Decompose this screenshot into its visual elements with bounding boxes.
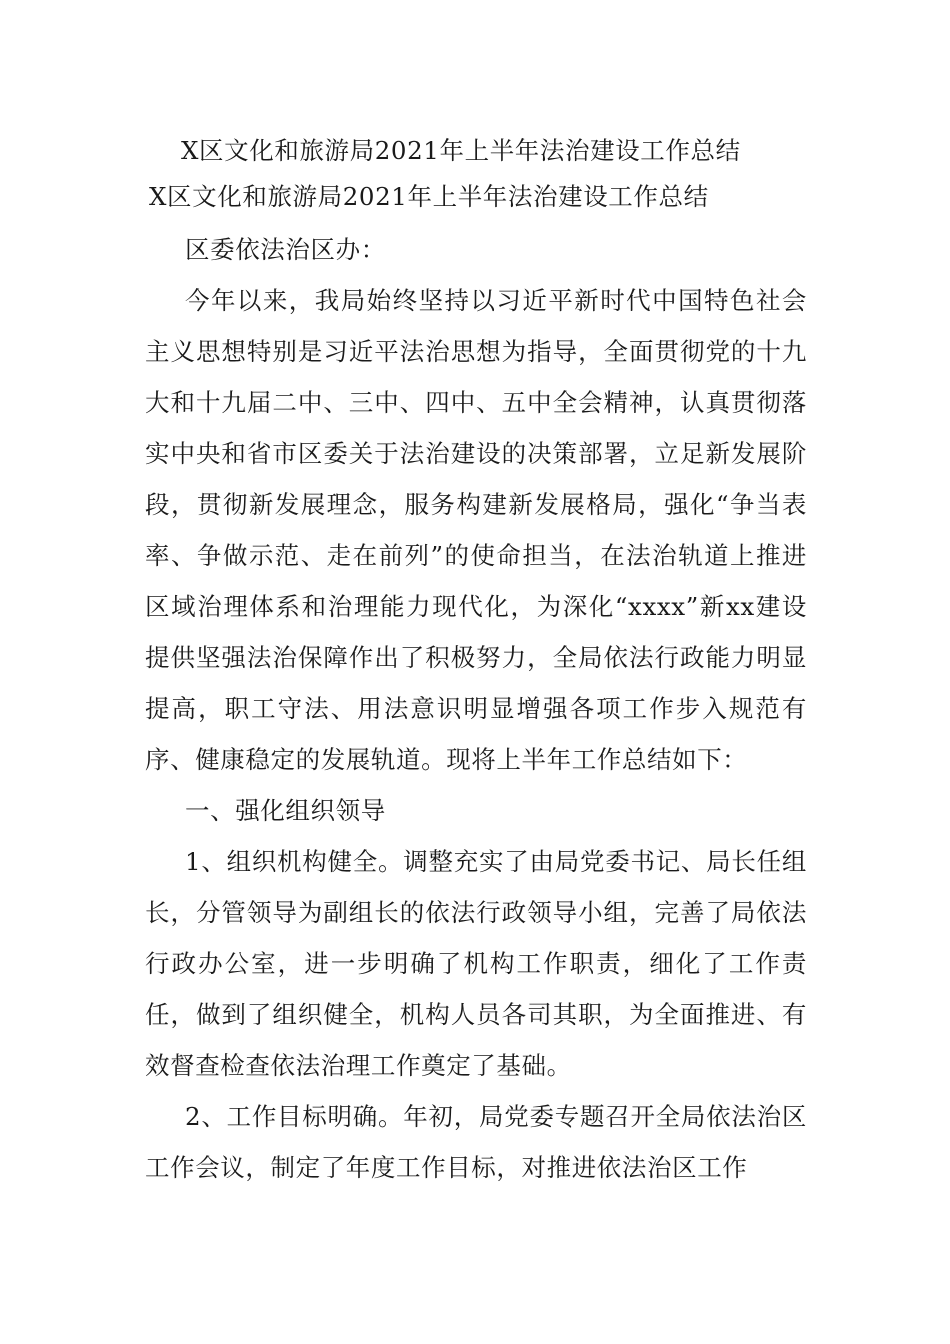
salutation: 区委依法治区办： bbox=[185, 235, 386, 264]
document-title-repeat: X区文化和旅游局2021年上半年法治建设工作总结 bbox=[149, 182, 709, 211]
document-body bbox=[145, 128, 807, 1193]
document-title: X区文化和旅游局2021年上半年法治建设工作总结 bbox=[181, 136, 741, 165]
paragraph-intro: 今年以来，我局始终坚持以习近平新时代中国特色社会主义思想特别是习近平法治思想为指导，全面贯彻党的十九大和十九届二中、三中、四中、五中全会精神，认真贯彻落实中央和省市区委关于法治建设的决策部署，立足新发展阶段，贯彻新发展理念，服务构建新发展格局，强化“争当表率、争做示范、走在前列”的使命担当，在法治轨道上推进区域治理体系和治理能力现代化，为深化“xxxx”新xx建设提供坚强法治保障作出了积极努力，全局依法行政能力明显提高，职工守法、用法意识明显增强各项工作步入规范有序、健康稳定的发展轨道。现将上半年工作总结如下： bbox=[145, 286, 807, 774]
section-heading: 一、强化组织领导 bbox=[185, 796, 386, 825]
paragraph-item-1: 1、组织机构健全。调整充实了由局党委书记、局长任组长，分管领导为副组长的依法行政领导小组，完善了局依法行政办公室，进一步明确了机构工作职责，细化了工作责任，做到了组织健全，机构人员各司其职，为全面推进、有效督查检查依法治理工作奠定了基础。 bbox=[145, 847, 807, 1080]
paragraph-item-2: 2、工作目标明确。年初，局党委专题召开全局依法治区工作会议，制定了年度工作目标，对推进依法治区工作 bbox=[145, 1102, 807, 1182]
